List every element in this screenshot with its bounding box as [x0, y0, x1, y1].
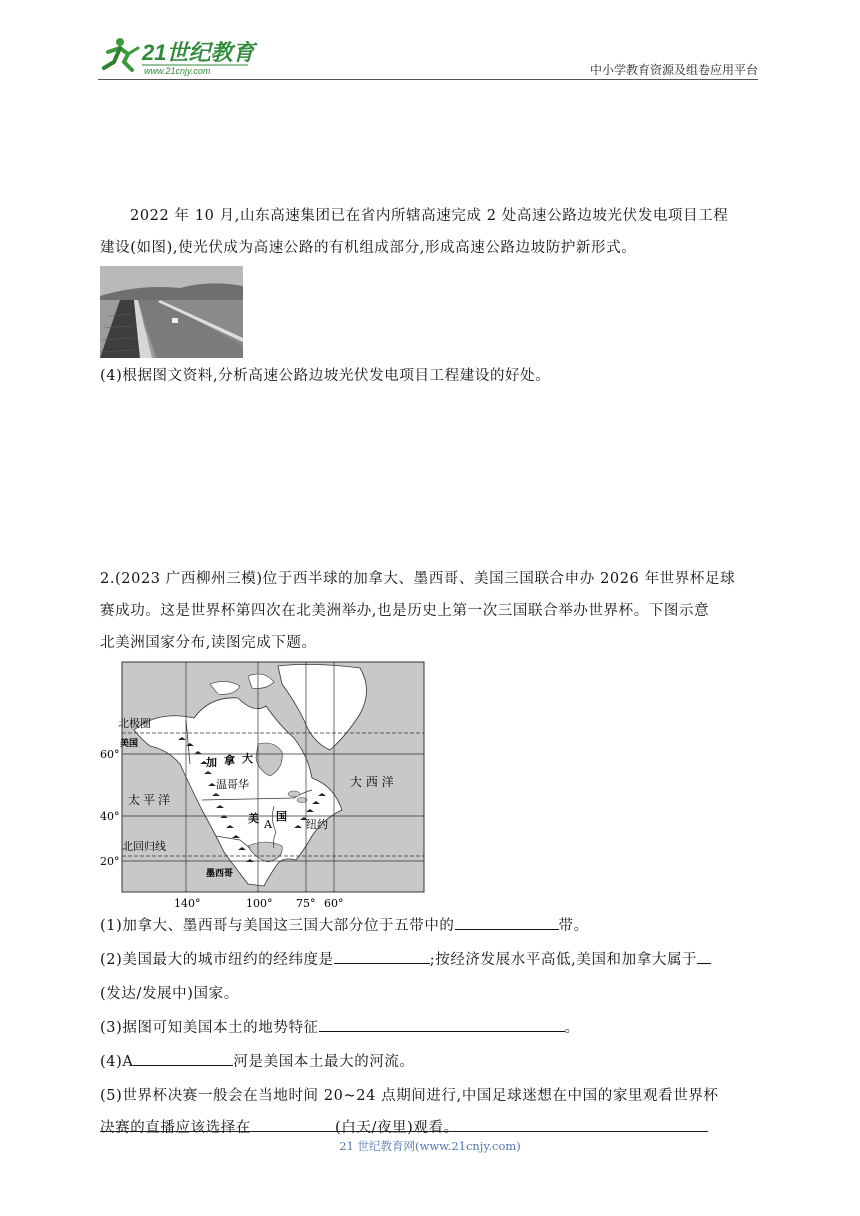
svg-text:www.21cnjy.com: www.21cnjy.com: [144, 66, 211, 76]
map-label-usa: 美: [248, 812, 259, 825]
q2-sub5-line2: 决赛的直播应该选择在 (白天/夜里)观看。: [100, 1112, 760, 1144]
q2-sub5-line1: (5)世界杯决赛一般会在当地时间 20~24 点期间进行,中国足球迷想在中国的家里观看世界杯: [100, 1088, 719, 1104]
q2-stem-line2: 赛成功。这是世界杯第四次在北美洲举办,也是历史上第一次三国联合举办世界杯。下图示意: [100, 603, 710, 619]
q1-intro-line2: 建设(如图),使光伏成为高速公路的有机组成部分,形成高速公路边坡防护新形式。: [100, 240, 637, 256]
footer-divider: [100, 1131, 708, 1132]
lon-label: 60°: [324, 897, 344, 910]
map-label-pacific: 太平洋: [128, 793, 174, 807]
lat-label: 20°: [100, 855, 120, 868]
answer-blank[interactable]: [334, 948, 430, 964]
map-label-usa-alaska: 美国: [120, 739, 139, 749]
q2-sub2: (2)美国最大的城市纽约的经纬度是 ;按经济发展水平高低,美国和加拿大属于: [100, 944, 760, 976]
map-label-mexico: 墨西哥: [206, 869, 234, 879]
map-label-washington: 温哥华: [216, 778, 249, 791]
map-label-canada: 大: [242, 752, 253, 765]
map-label-tropic: 北回归线: [122, 840, 166, 853]
answer-blank[interactable]: [697, 948, 711, 964]
page-footer: 21 世纪教育网(www.21cnjy.com): [339, 1139, 521, 1153]
answer-blank[interactable]: [133, 1050, 233, 1066]
q2-sub3: (3)据图可知美国本土的地势特征 。: [100, 1012, 760, 1044]
map-label-newyork: 纽约: [306, 818, 328, 831]
svg-text:21世纪教育: 21世纪教育: [142, 40, 255, 65]
page-header: [98, 30, 758, 80]
site-name: 中小学教育资源及组卷应用平台: [589, 63, 758, 77]
q1-intro-line1: 2022 年 10 月,山东高速集团已在省内所辖高速完成 2 处高速公路边坡光伏发电项目工程: [130, 208, 729, 224]
lon-label: 140°: [174, 897, 201, 910]
map-label-atlantic: 大 西 洋: [350, 775, 394, 789]
highway-solar-photo: [100, 266, 243, 358]
q2-stem-line3: 北美洲国家分布,读图完成下题。: [100, 635, 317, 651]
header-divider: [98, 79, 758, 80]
lat-label: 60°: [100, 748, 120, 761]
map-label-usa: 国: [276, 810, 287, 823]
q1-sub4: (4)根据图文资料,分析高速公路边坡光伏发电项目工程建设的好处。: [100, 368, 551, 384]
map-label-arctic: 北极圈: [118, 717, 151, 730]
lon-label: 100°: [246, 897, 273, 910]
map-label-river-a: A: [264, 818, 272, 831]
map-label-canada: 加: [206, 756, 217, 769]
q2-stem-line1: 2.(2023 广西柳州三模)位于西半球的加拿大、墨西哥、美国三国联合申办 2026 年世界杯足球: [100, 571, 736, 587]
answer-blank[interactable]: [455, 914, 559, 930]
north-america-map: [98, 660, 426, 910]
q2-sub4: (4)A 河是美国本土最大的河流。: [100, 1046, 760, 1078]
lat-label: 40°: [100, 810, 120, 823]
lon-label: 75°: [296, 897, 316, 910]
answer-blank[interactable]: [251, 1116, 335, 1132]
q2-sub2-line2: (发达/发展中)国家。: [100, 986, 239, 1002]
q2-sub1: (1)加拿大、墨西哥与美国这三国大部分位于五带中的 带。: [100, 910, 760, 942]
site-logo: [98, 34, 258, 78]
map-label-canada: 拿: [224, 754, 235, 767]
answer-blank[interactable]: [319, 1016, 565, 1032]
